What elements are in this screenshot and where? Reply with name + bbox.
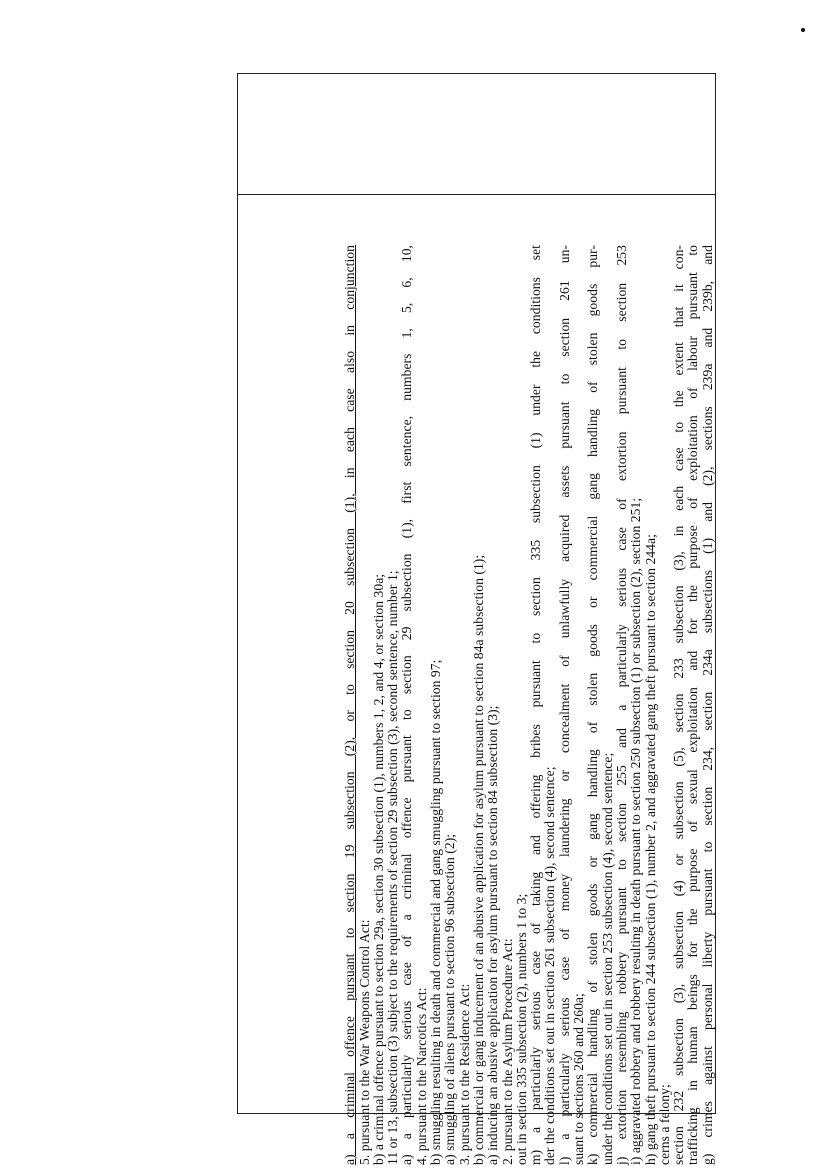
text-line: trafficking in human beings for the purpose of sexual exploitation and for the purpose of exploitation of labour pursuant to [685,245,701,1165]
text-line: out in section 335 subsection (2), numbers 1 to 3; [513,893,529,1165]
text-line: a) inducing an abusive application for asylum pursuant to section 84 subsection (3); [485,705,501,1165]
text-line: l) a particularly serious case of money laundering or concealment of unlawfully acquired assets pursuant to section 261 un- [556,245,572,1165]
text-line: j) extortion resembling robbery pursuant to section 255 and a particularly serious case of extortion pursuant to section 253 [613,245,629,1165]
text-line: 11 or 13, subsection (3) subject to the requirements of section 29 subsection (3), second sentence, number 1; [385,570,401,1165]
text-line: b) smuggling resulting in death and commercial and gang smuggling pursuant to section 97; [428,659,444,1165]
text-line: 2. pursuant to the Asylum Procedure Act: [499,938,515,1165]
text-line: m) a particularly serious case of taking and offering bribes pursuant to section 335 subsection (1) under the conditions set [528,245,544,1165]
text-lines [245,245,715,1165]
text-line: 5. pursuant to the War Weapons Control Act: [356,919,372,1165]
text-line: under the conditions set out in section 253 subsection (4), second sentence; [599,752,615,1165]
text-line: k) commercial handling of stolen goods or gang handling of stolen goods or commercial gang handling of stolen goods pur- [585,245,601,1165]
text-line: b) commercial or gang inducement of an abusive application for asylum pursuant to section 84a subsection (1); [470,554,486,1165]
text-line: a) smuggling of aliens pursuant to section 96 subsection (2); [442,833,458,1165]
text-line: h) gang theft pursuant to section 244 subsection (1), number 2, and aggravated gang theft pursuant to section 244a; [642,534,658,1165]
table-divider [238,194,715,195]
text-line: i) aggravated robbery and robbery resulting in death pursuant to section 250 subsection (1) or subsection (2), section 251; [628,497,644,1165]
text-line: section 232 subsection (3), subsection (4) or subsection (5), section 233 subsection (3), in each case to the extent that it con- [671,245,687,1165]
scan-speck [801,28,805,32]
text-line: g) crimes against personal liberty pursuant to section 234, section 234a subsections (1) and (2), sections 239a and 239b, and [699,245,715,1165]
text-line: cerns a felony; [656,1084,672,1165]
text-line: suant to sections 260 and 260a; [571,993,587,1165]
text-line: 3. pursuant to the Residence Act: [456,983,472,1165]
text-line: a) a criminal offence pursuant to section 19 subsection (2), or to section 20 subsection (1), in each case also in conjunction [342,245,358,1165]
text-line: der the conditions set out in section 261 subsection (4), second sentence; [542,766,558,1165]
rotated-text-block [245,245,715,1165]
text-line: 4. pursuant to the Narcotics Act: [413,987,429,1165]
text-line: b) a criminal offence pursuant to section 29a, section 30 subsection (1), numbers 1, 2, and 4, or section 30a; [370,573,386,1165]
text-line: a) a particularly serious case of a criminal offence pursuant to section 29 subsection (1), first sentence, numbers 1, 5, 6, 10, [399,245,415,1165]
